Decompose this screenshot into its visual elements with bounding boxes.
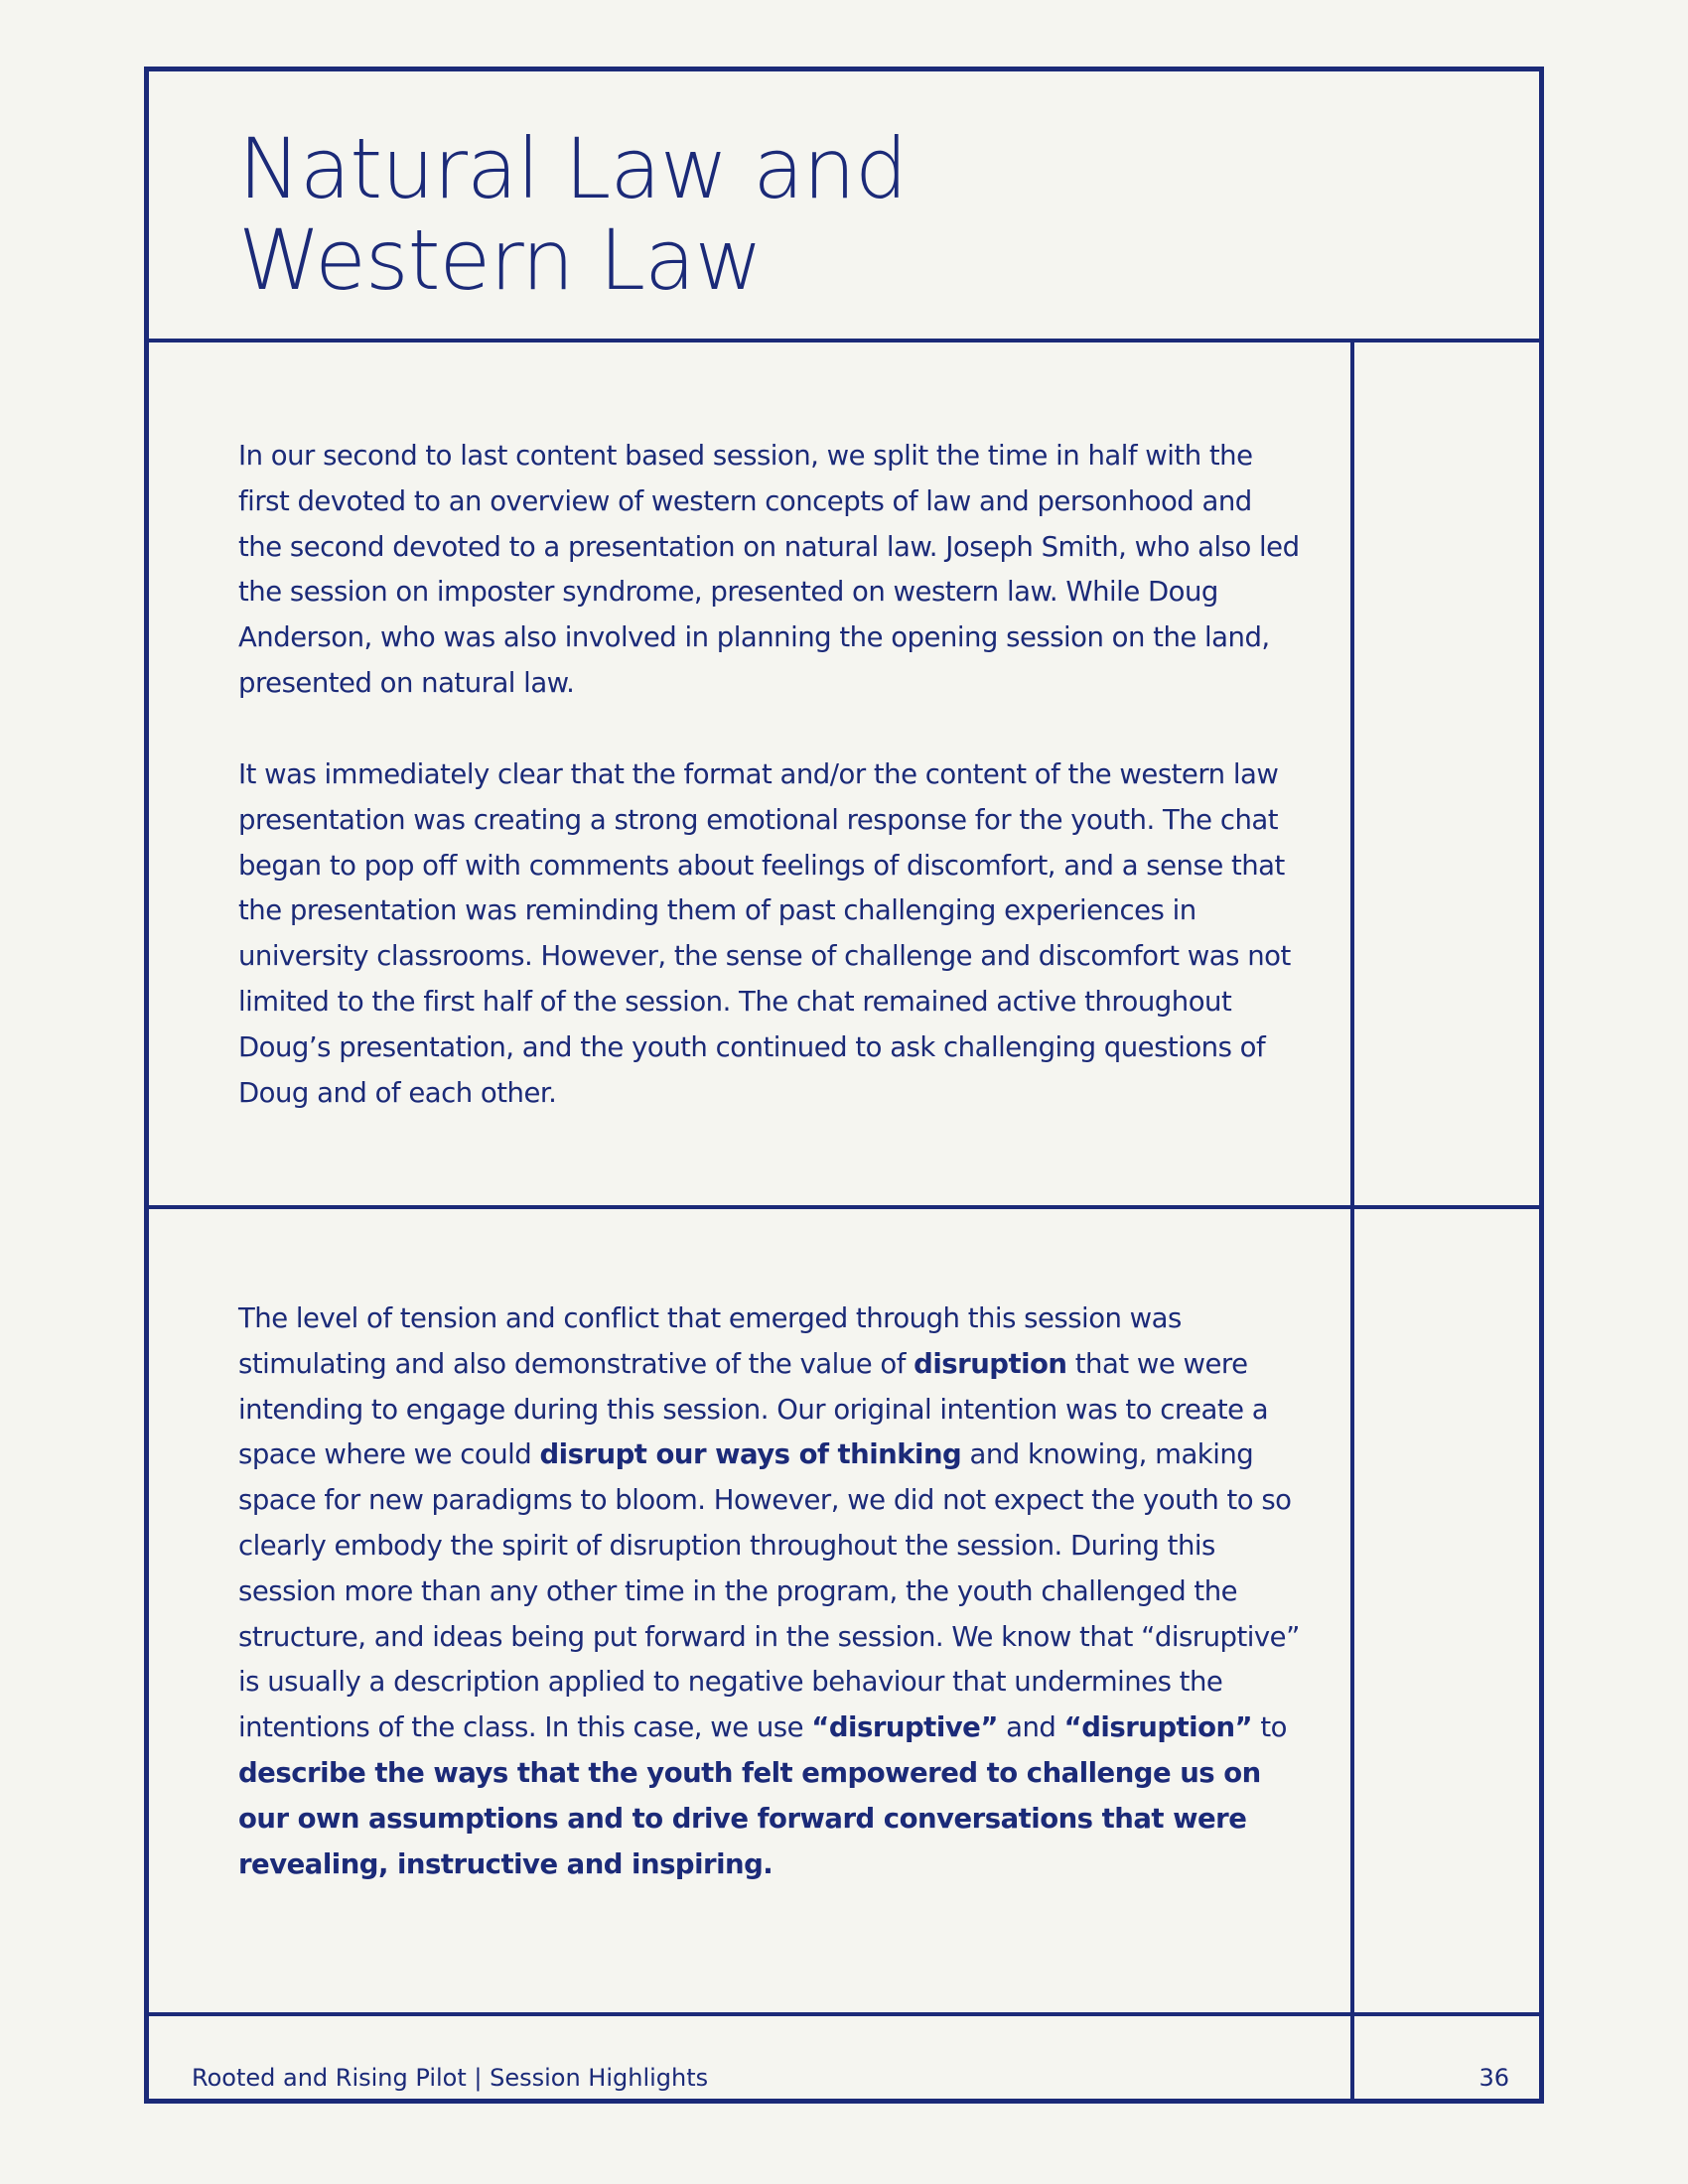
section2-text-part1: The level of tension and conflict that emerged through this session was stimulating and also demonstrative of the value of — [238, 1302, 1182, 1380]
section1-paragraph2: It was immediately clear that the format and/or the content of the western law presentation was creating a strong emotional response for the youth. The chat began to pop off with comments about feelings of discomfort, and a sense that the presentation was reminding them of past challenging experiences in university classrooms. However, the sense of challenge and discomfort was not limited to the first half of the session. The chat remained active throughout Doug’s presentation, and the youth continued to ask challenging questions of Doug and of each other. — [238, 758, 1291, 1109]
footer-page-number: 36 — [1478, 2064, 1509, 2092]
section2-text-part5: to — [1252, 1711, 1287, 1744]
divider-below-title — [149, 339, 1539, 342]
footer-document-title: Rooted and Rising Pilot | Session Highlights — [192, 2064, 709, 2092]
page-title-line1: Natural Law and — [238, 120, 908, 217]
section2-text-part2: that we were intending to engage during this session. Our original intention was to create a space where we could — [238, 1347, 1269, 1471]
section2-text-part4: and — [997, 1711, 1064, 1744]
page-frame — [144, 67, 1544, 2104]
page-title-line2: Western Law — [238, 211, 763, 309]
section2-bold-disruption: disruption — [914, 1347, 1067, 1380]
section2-bold-disrupt-thinking: disrupt our ways of thinking — [539, 1438, 962, 1471]
divider-above-footer — [149, 2012, 1539, 2016]
section2-bold-disruption-quoted: “disruption” — [1063, 1711, 1253, 1744]
divider-right-column — [1350, 339, 1354, 2099]
section2-bold-conclusion: describe the ways that the youth felt empowered to challenge us on our own assumptions and to drive forward conversations that were revealing, instructive and inspiring. — [238, 1756, 1261, 1880]
section2-paragraph — [238, 1297, 1301, 1887]
section2-bold-disruptive: “disruptive” — [811, 1711, 998, 1744]
divider-between-sections — [149, 1205, 1539, 1209]
section2-text-part3: and knowing, making space for new paradigms to bloom. However, we did not expect the youth to so clearly embody the spirit of disruption throughout the session. During this session more than any other time in the program, the youth challenged the structure, and ideas being put forward in the session. We know that “disruptive” is usually a description applied to negative behaviour that undermines the intentions of the class. In this case, we use — [238, 1438, 1300, 1744]
page-title — [238, 120, 908, 309]
section1-paragraph1: In our second to last content based session, we split the time in half with the first devoted to an overview of western concepts of law and personhood and the second devoted to a presentation on natural law. Joseph Smith, who also led the session on imposter syndrome, presented on western law. While Doug Anderson, who was also involved in planning the opening session on the land, presented on natural law. — [238, 440, 1300, 699]
